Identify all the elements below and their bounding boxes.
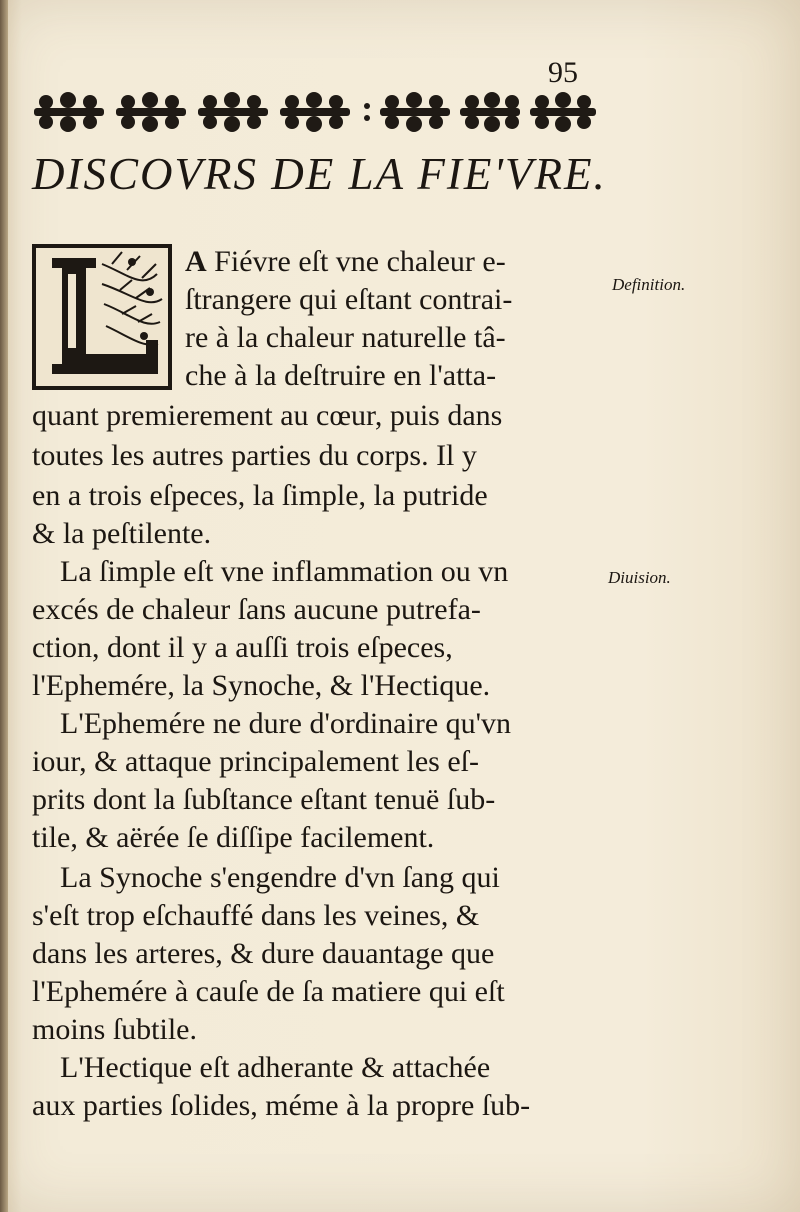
headpiece-ornament	[32, 92, 597, 132]
text-line	[185, 242, 506, 282]
text-line: excés de chaleur ſans aucune putrefa-	[32, 593, 481, 626]
text-line: l'Ephemére à cauſe de ſa matiere qui eſt	[32, 975, 505, 1008]
text-line: La ſimple eſt vne inflammation ou vn	[60, 555, 509, 588]
decorated-initial-l	[32, 244, 172, 390]
text-line: & la peſtilente.	[32, 517, 212, 550]
text-line: en a trois eſpeces, la ſimple, la putride	[32, 479, 488, 512]
text-line: aux parties ſolides, méme à la propre ſub-	[32, 1089, 531, 1122]
text-line: che à la deſtruire en l'atta-	[185, 359, 497, 392]
page-gutter	[0, 0, 8, 1212]
text-line: L'Ephemére ne dure d'ordinaire qu'vn	[60, 707, 512, 740]
margin-note-division: Diuision.	[608, 568, 671, 587]
text-line: re à la chaleur naturelle tâ-	[185, 321, 506, 354]
text-line: tile, & aërée ſe diſſipe facilement.	[32, 821, 435, 854]
text-line: s'eſt trop eſchauffé dans les veines, &	[32, 899, 480, 932]
margin-note-definition: Definition.	[612, 275, 686, 294]
text-line: ction, dont il y a auſſi trois eſpeces,	[32, 631, 453, 664]
text-line: quant premierement au cœur, puis dans	[32, 399, 503, 432]
text-line: moins ſubtile.	[32, 1013, 197, 1046]
text-line: l'Ephemére, la Synoche, & l'Hectique.	[32, 669, 491, 702]
text-line: iour, & attaque principalement les eſ-	[32, 745, 479, 778]
text-line: toutes les autres parties du corps. Il y	[32, 439, 477, 472]
page-number: 95	[548, 56, 578, 89]
text-line: ſtrangere qui eſtant contrai-	[185, 283, 513, 316]
text-line-content: Fiévre eſt vne chaleur e-	[206, 245, 506, 278]
text-line: prits dont la ſubſtance eſtant tenuë ſub-	[32, 783, 496, 816]
initial-a: A	[185, 245, 207, 278]
text-line: L'Hectique eſt adherante & attachée	[60, 1051, 491, 1084]
text-line: dans les arteres, & dure dauantage que	[32, 937, 495, 970]
chapter-heading: DISCOVRS DE LA FIE'VRE.	[32, 149, 607, 199]
text-line: La Synoche s'engendre d'vn ſang qui	[60, 861, 500, 894]
